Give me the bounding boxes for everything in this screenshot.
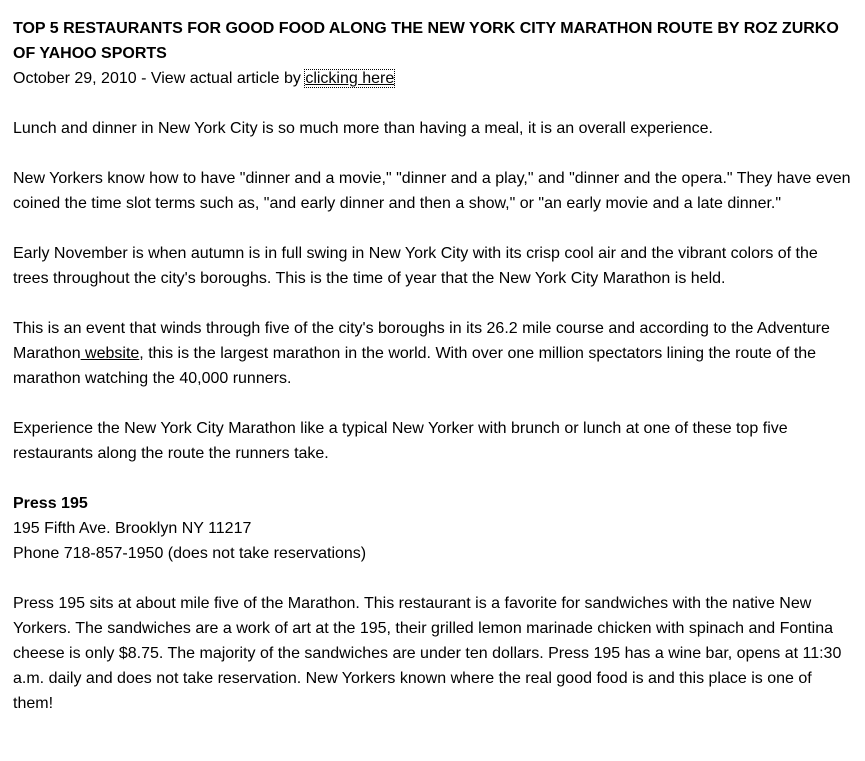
restaurant-entry [13, 491, 855, 566]
article [13, 16, 855, 716]
adventure-marathon-website-link[interactable]: website [80, 345, 140, 362]
paragraph-dinner-and-show: New Yorkers know how to have "dinner and a movie," "dinner and a play," and "dinner and the opera." They have even coined the time slot terms such as, "and early dinner and then a show," or "an early movie and a late dinner." [13, 170, 851, 212]
restaurant-name: Press 195 [13, 495, 88, 512]
source-article-link[interactable]: clicking here [305, 70, 395, 87]
restaurant-phone: Phone 718-857-1950 (does not take reservations) [13, 545, 367, 562]
article-date: October 29, 2010 - View actual article by [13, 70, 306, 87]
paragraph-marathon-course [13, 316, 855, 391]
marathon-text-after: , this is the largest marathon in the world. With over one million spectators lining the route of the marathon watching the 40,000 runners. [13, 345, 817, 387]
restaurant-address: 195 Fifth Ave. Brooklyn NY 11217 [13, 520, 252, 537]
paragraph-early-november: Early November is when autumn is in full swing in New York City with its crisp cool air and the vibrant colors of the trees throughout the city's boroughs. This is the time of year that the New York City Marathon is held. [13, 245, 818, 287]
article-meta [13, 66, 855, 91]
marathon-text-before: This is an event that winds through five of the city's boroughs in its 26.2 mile course and according to the Adventure Marathon [13, 320, 830, 362]
article-title: TOP 5 RESTAURANTS FOR GOOD FOOD ALONG THE NEW YORK CITY MARATHON ROUTE BY ROZ ZURKO OF YAHOO SPORTS [13, 20, 839, 62]
restaurant-description: Press 195 sits at about mile five of the Marathon. This restaurant is a favorite for sandwiches with the native New Yorkers. The sandwiches are a work of art at the 195, their grilled lemon marinade chicken with spinach and Fontina cheese is only $8.75. The majority of the sandwiches are under ten dollars. Press 195 has a wine bar, opens at 11:30 a.m. daily and does not take reservation. New Yorkers known where the real good food is and this place is one of them! [13, 595, 842, 712]
paragraph-experience: Experience the New York City Marathon like a typical New Yorker with brunch or lunch at one of these top five restaurants along the route the runners take. [13, 420, 788, 462]
paragraph-intro-meal: Lunch and dinner in New York City is so much more than having a meal, it is an overall experience. [13, 120, 713, 137]
